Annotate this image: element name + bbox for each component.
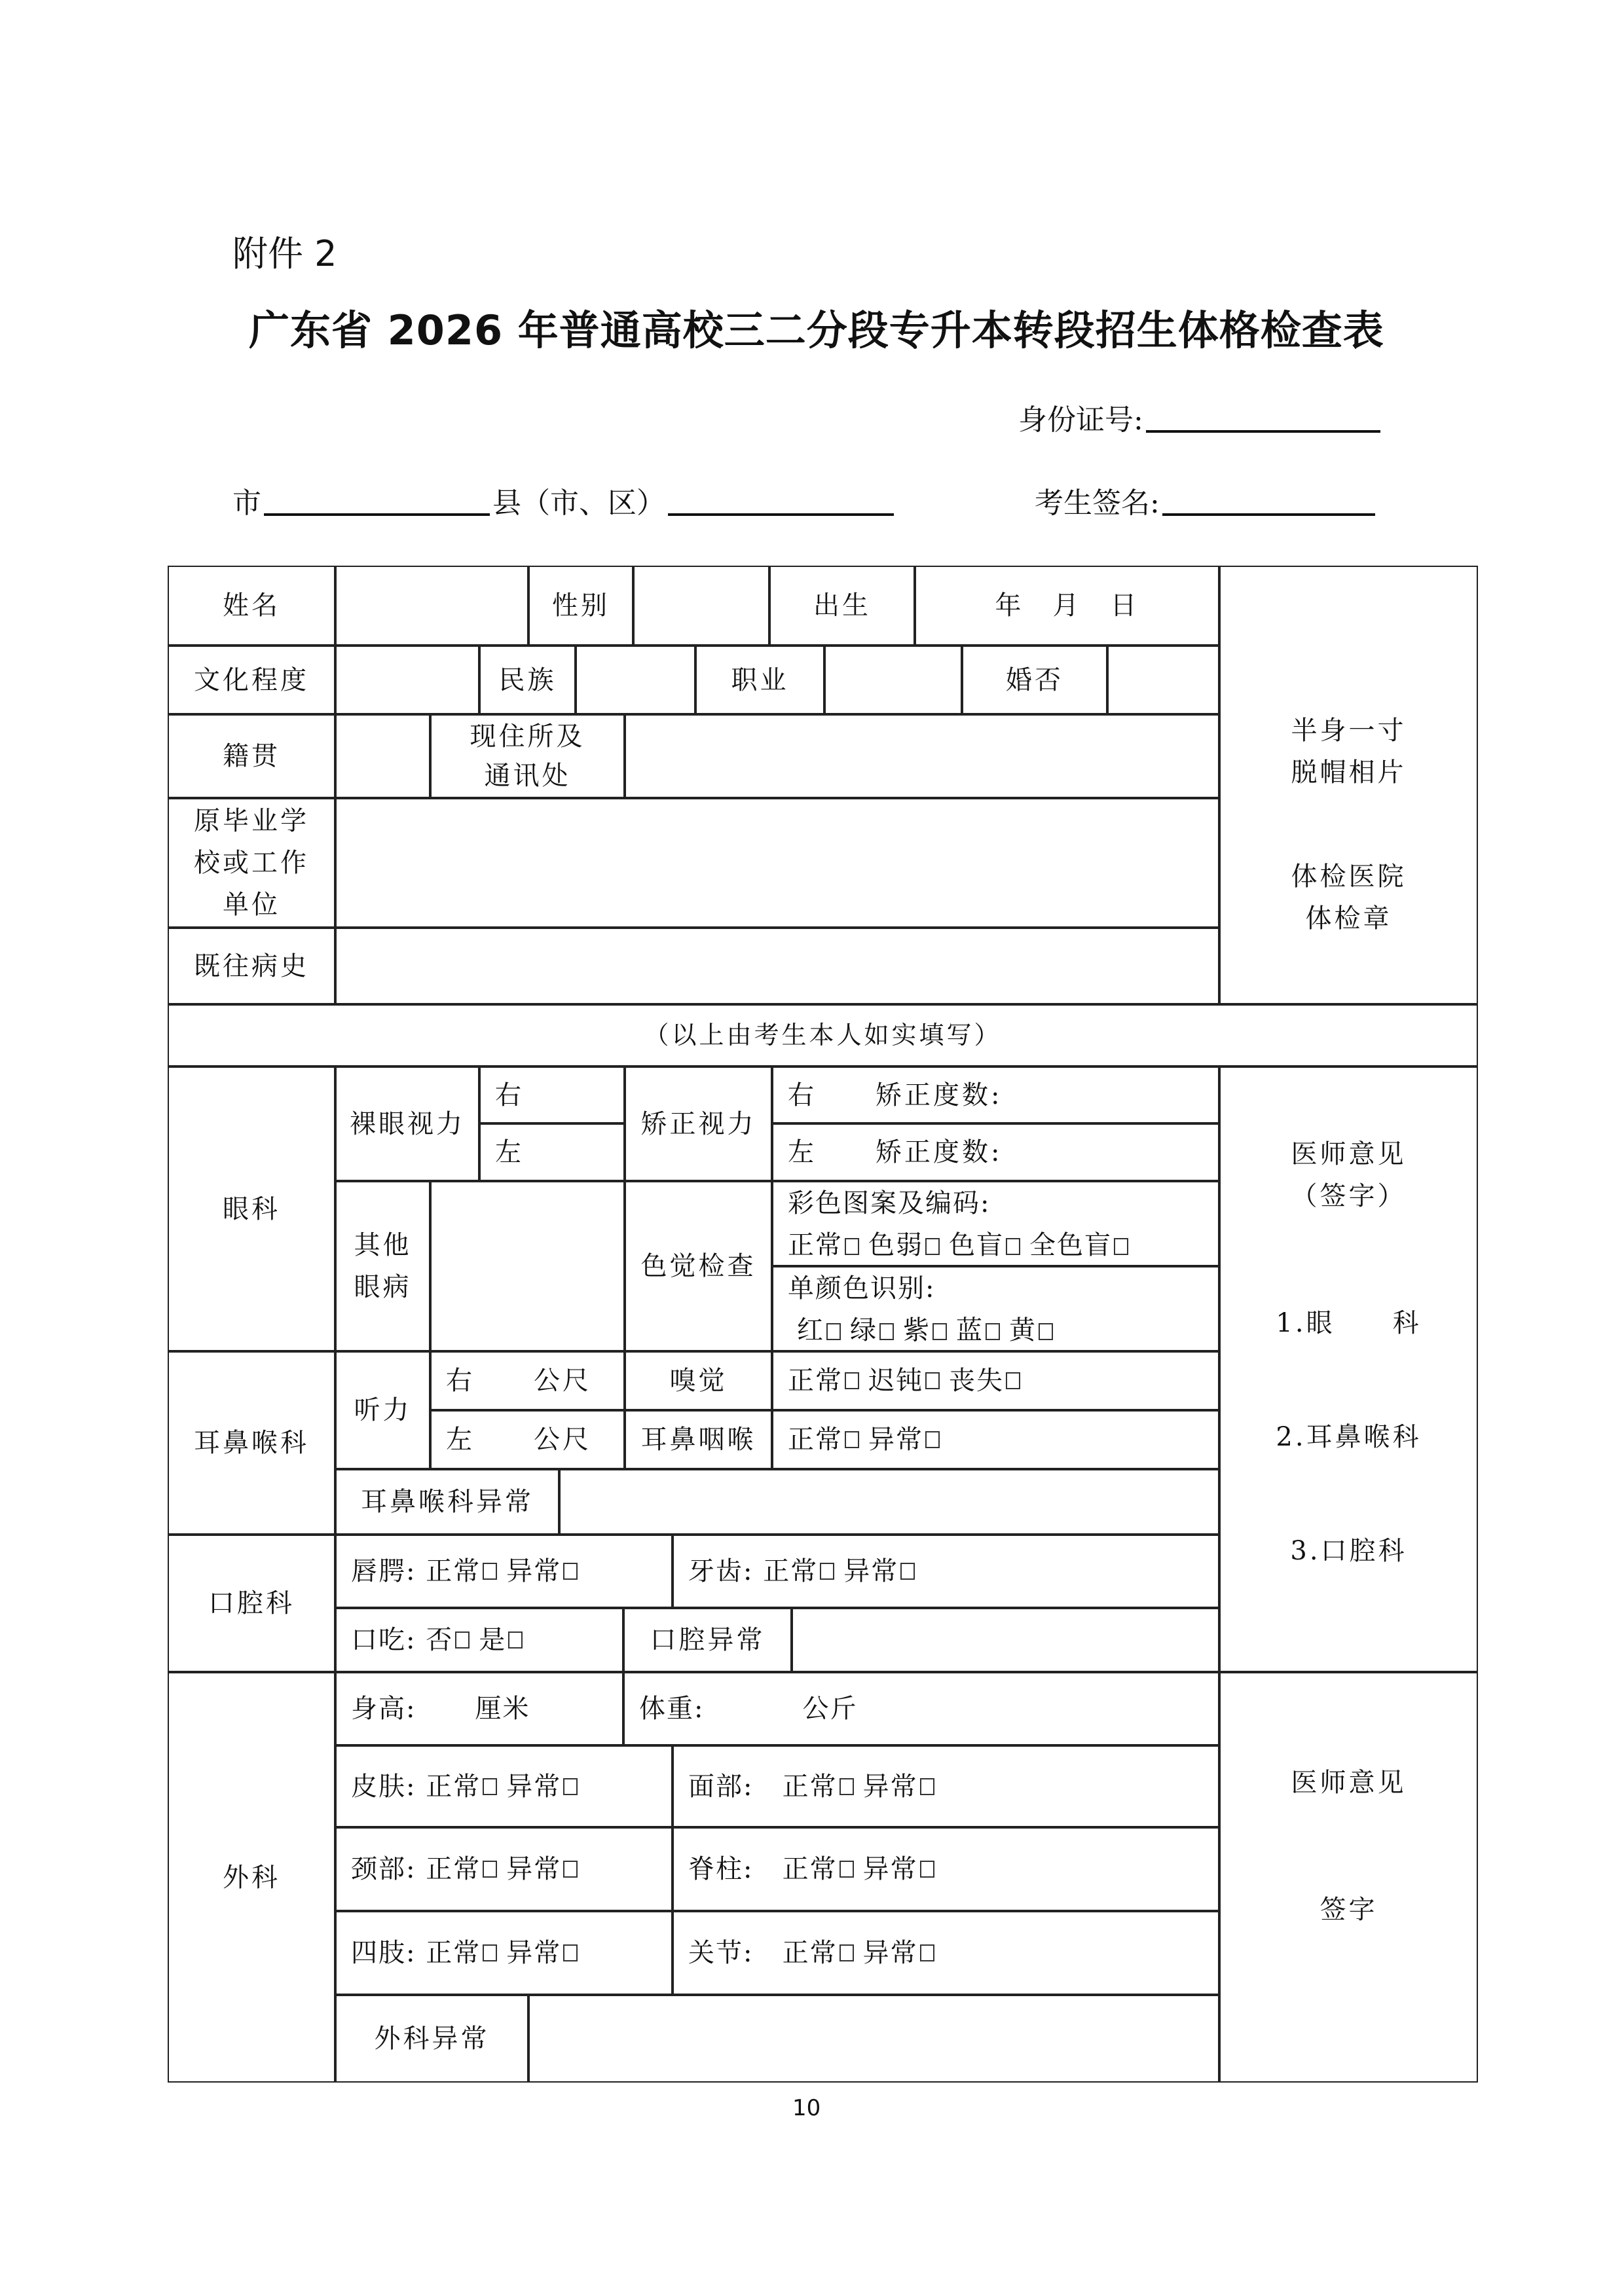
marital-label: 婚否: [962, 646, 1107, 714]
gender-label: 性别: [528, 566, 633, 646]
lips-label: 唇腭:: [351, 1556, 416, 1586]
other-eye-disease-field[interactable]: [430, 1181, 625, 1351]
throat-normal: 正常: [788, 1425, 843, 1455]
stutter-cell: [335, 1608, 623, 1672]
signature-field[interactable]: [1162, 511, 1375, 516]
weight-label: 体重:: [639, 1694, 705, 1724]
lips-abnormal: 异常: [506, 1556, 562, 1586]
limbs-label: 四肢:: [351, 1938, 416, 1968]
surgery-opinion-sign: 签字: [1320, 1895, 1378, 1925]
height-label: 身高:: [351, 1694, 416, 1724]
smell-lost: 丧失: [949, 1366, 1004, 1396]
signature-label: 考生签名:: [1035, 486, 1160, 520]
limbs-cell: [335, 1911, 673, 1995]
skin-cell: [335, 1745, 673, 1827]
joints-cell: [673, 1911, 1219, 1995]
spine-normal: 正常: [782, 1854, 838, 1884]
neck-cell: [335, 1827, 673, 1911]
photo-text-2: 脱帽相片: [1291, 757, 1407, 788]
option-green: 绿: [850, 1315, 877, 1345]
ent-abnormal-label: 耳鼻喉科异常: [335, 1469, 559, 1535]
smell-dull: 迟钝: [868, 1366, 923, 1396]
county-label: 县（市、区）: [492, 486, 665, 520]
stutter-yes: 是: [479, 1625, 507, 1655]
face-abnormal: 异常: [862, 1771, 918, 1802]
checkbox-smell-normal[interactable]: [845, 1372, 859, 1389]
stutter-label: 口吃:: [351, 1625, 416, 1655]
skin-normal: 正常: [426, 1771, 481, 1802]
neck-label: 颈部:: [351, 1854, 416, 1884]
other-eye-label-1: 其他: [354, 1230, 412, 1260]
stutter-no: 否: [426, 1625, 454, 1655]
checkbox-face-normal[interactable]: [840, 1778, 854, 1795]
hearing-left-label: 左: [446, 1425, 475, 1455]
color-pattern-label: 彩色图案及编码:: [788, 1188, 991, 1218]
checkbox-stutter-no[interactable]: [455, 1631, 470, 1649]
checkbox-joints-normal[interactable]: [840, 1944, 854, 1961]
gender-field[interactable]: [633, 566, 769, 646]
history-label: 既往病史: [168, 928, 335, 1004]
option-blue: 蓝: [956, 1315, 984, 1345]
spine-cell: [673, 1827, 1219, 1911]
color-pattern-cell: [772, 1181, 1219, 1266]
checkbox-throat-abnormal[interactable]: [925, 1431, 940, 1448]
location-row: [232, 479, 896, 521]
education-field[interactable]: [335, 646, 479, 714]
lips-cell: [335, 1535, 673, 1608]
throat-abnormal: 异常: [868, 1425, 923, 1455]
naked-vision-right[interactable]: 右: [479, 1066, 625, 1123]
address-label-1: 现住所及: [470, 721, 585, 752]
native-place-field[interactable]: [335, 714, 430, 798]
city-label: 市: [232, 486, 261, 520]
checkbox-face-abnormal[interactable]: [920, 1778, 934, 1795]
throat-options: [772, 1410, 1219, 1469]
color-pattern-options: [788, 1224, 1137, 1266]
lips-normal: 正常: [426, 1556, 481, 1586]
teeth-label: 牙齿:: [688, 1556, 754, 1586]
checkbox-teeth-normal[interactable]: [820, 1563, 834, 1580]
checkbox-joints-abnormal[interactable]: [920, 1944, 934, 1961]
naked-vision-label: 裸眼视力: [335, 1066, 479, 1181]
page-number: 10: [792, 2095, 821, 2121]
eye-section-label: 眼科: [168, 1066, 335, 1351]
checkbox-total-blind[interactable]: [1114, 1238, 1128, 1255]
opinion-ent: 2.耳鼻喉科: [1276, 1422, 1422, 1452]
checkbox-limbs-abnormal[interactable]: [563, 1944, 578, 1961]
limbs-normal: 正常: [426, 1938, 481, 1968]
opinion-oral: 3.口腔科: [1290, 1536, 1407, 1566]
face-normal: 正常: [782, 1771, 838, 1802]
checkbox-neck-abnormal[interactable]: [563, 1861, 578, 1878]
marital-field[interactable]: [1107, 646, 1219, 714]
stamp-text-2: 体检章: [1305, 903, 1392, 934]
other-eye-label-2: 眼病: [354, 1272, 412, 1302]
school-label-3: 单位: [223, 890, 280, 920]
teeth-abnormal: 异常: [843, 1556, 899, 1586]
option-red: 红: [797, 1315, 824, 1345]
education-label: 文化程度: [168, 646, 335, 714]
correction-degree-right: 矫正度数:: [876, 1080, 1003, 1110]
neck-abnormal: 异常: [506, 1854, 562, 1884]
surgery-abnormal-label: 外科异常: [335, 1995, 528, 2083]
hearing-right-field[interactable]: [430, 1351, 625, 1410]
surgery-abnormal-field[interactable]: [528, 1995, 1219, 2083]
address-label-2: 通讯处: [484, 761, 571, 791]
name-field[interactable]: [335, 566, 528, 646]
naked-vision-left[interactable]: 左: [479, 1123, 625, 1181]
address-field[interactable]: [625, 714, 1219, 798]
checkbox-neck-normal[interactable]: [483, 1861, 497, 1878]
id-number-field[interactable]: [1146, 428, 1380, 433]
ethnicity-field[interactable]: [576, 646, 695, 714]
corrected-left-field[interactable]: [772, 1123, 1219, 1181]
history-field[interactable]: [335, 928, 1219, 1004]
opinion-eye: 1.眼 科: [1276, 1308, 1422, 1338]
checkbox-red[interactable]: [826, 1323, 841, 1340]
hearing-left-field[interactable]: [430, 1410, 625, 1469]
stamp-text-1: 体检医院: [1291, 861, 1407, 892]
ent-section-label: 耳鼻喉科: [168, 1351, 335, 1535]
face-label: 面部:: [688, 1771, 754, 1802]
joints-label: 关节:: [688, 1938, 754, 1968]
ent-abnormal-field[interactable]: [559, 1469, 1219, 1535]
checkbox-smell-lost[interactable]: [1006, 1372, 1020, 1389]
checkbox-lips-abnormal[interactable]: [563, 1563, 578, 1580]
attachment-label: 附件 2: [232, 233, 337, 274]
joints-normal: 正常: [782, 1938, 838, 1968]
teeth-cell: [673, 1535, 1219, 1608]
occupation-label: 职业: [695, 646, 824, 714]
corrected-left-label: 左: [788, 1137, 817, 1167]
school-label: [168, 798, 335, 928]
id-number-label: 身份证号:: [1018, 403, 1143, 437]
color-check-label: 色觉检查: [625, 1181, 772, 1351]
name-label: 姓名: [168, 566, 335, 646]
checkbox-green[interactable]: [879, 1323, 894, 1340]
correction-degree-left: 矫正度数:: [876, 1137, 1003, 1167]
face-cell: [673, 1745, 1219, 1827]
school-label-2: 校或工作: [194, 848, 309, 878]
corrected-right-field[interactable]: [772, 1066, 1219, 1123]
checkbox-blind[interactable]: [1006, 1238, 1020, 1255]
option-blind: 色盲: [949, 1230, 1004, 1260]
single-color-label: 单颜色识别:: [788, 1273, 936, 1303]
doctor-opinion-box-2: [1219, 1672, 1478, 2083]
hearing-right-unit: 公尺: [534, 1366, 591, 1396]
signature-row: [1035, 479, 1378, 521]
oral-abnormal-label: 口腔异常: [623, 1608, 792, 1672]
checkbox-lips-normal[interactable]: [483, 1563, 497, 1580]
surgery-opinion-title: 医师意见: [1291, 1768, 1407, 1798]
oral-abnormal-field[interactable]: [792, 1608, 1219, 1672]
checkbox-skin-normal[interactable]: [483, 1778, 497, 1795]
checkbox-spine-normal[interactable]: [840, 1861, 854, 1878]
form-title: 广东省 2026 年普通高校三二分段专升本转段招生体格检查表: [249, 306, 1384, 354]
self-fill-note: （以上由考生本人如实填写）: [168, 1004, 1478, 1066]
smell-normal: 正常: [788, 1366, 843, 1396]
limbs-abnormal: 异常: [506, 1938, 562, 1968]
school-field[interactable]: [335, 798, 1219, 928]
checkbox-limbs-normal[interactable]: [483, 1944, 497, 1961]
photo-text-1: 半身一寸: [1291, 715, 1407, 746]
doctor-opinion-title: 医师意见: [1291, 1139, 1407, 1169]
skin-label: 皮肤:: [351, 1771, 416, 1802]
ethnicity-label: 民族: [479, 646, 576, 714]
skin-abnormal: 异常: [506, 1771, 562, 1802]
city-field[interactable]: [264, 511, 490, 516]
checkbox-spine-abnormal[interactable]: [920, 1861, 934, 1878]
hearing-label: 听力: [335, 1351, 430, 1469]
checkbox-purple[interactable]: [932, 1323, 947, 1340]
option-yellow: 黄: [1009, 1315, 1037, 1345]
doctor-opinion-box-1: [1219, 1066, 1478, 1672]
option-purple: 紫: [903, 1315, 931, 1345]
checkbox-throat-normal[interactable]: [845, 1431, 859, 1448]
teeth-normal: 正常: [763, 1556, 819, 1586]
checkbox-normal[interactable]: [845, 1238, 859, 1255]
other-eye-disease-label: [335, 1181, 430, 1351]
corrected-right-label: 右: [788, 1080, 817, 1110]
oral-section-label: 口腔科: [168, 1535, 335, 1672]
weight-unit: 公斤: [802, 1694, 858, 1724]
weight-field[interactable]: [623, 1672, 1219, 1745]
hearing-right-label: 右: [446, 1366, 475, 1396]
checkbox-smell-dull[interactable]: [925, 1372, 940, 1389]
checkbox-blue[interactable]: [986, 1323, 1000, 1340]
surgery-section-label: 外科: [168, 1672, 335, 2083]
photo-stamp-box: [1219, 566, 1478, 1004]
checkbox-stutter-yes[interactable]: [508, 1631, 523, 1649]
occupation-field[interactable]: [824, 646, 962, 714]
option-total-blind: 全色盲: [1029, 1230, 1112, 1260]
doctor-sign-paren: （签字）: [1291, 1181, 1407, 1211]
id-number-row: [1018, 396, 1383, 438]
hearing-left-unit: 公尺: [534, 1425, 591, 1455]
single-color-cell: [772, 1266, 1219, 1351]
option-normal: 正常: [788, 1230, 843, 1260]
checkbox-teeth-abnormal[interactable]: [900, 1563, 915, 1580]
corrected-vision-label: 矫正视力: [625, 1066, 772, 1181]
smell-label: 嗅觉: [625, 1351, 772, 1410]
school-label-1: 原毕业学: [194, 806, 309, 836]
height-field[interactable]: [335, 1672, 623, 1745]
smell-options: [772, 1351, 1219, 1410]
checkbox-weak[interactable]: [925, 1238, 940, 1255]
spine-label: 脊柱:: [688, 1854, 754, 1884]
birth-date-field[interactable]: 年 月 日: [915, 566, 1219, 646]
throat-label: 耳鼻咽喉: [625, 1410, 772, 1469]
height-unit: 厘米: [475, 1694, 530, 1724]
birth-label: 出生: [769, 566, 915, 646]
address-label: [430, 714, 625, 798]
checkbox-yellow[interactable]: [1039, 1323, 1053, 1340]
native-place-label: 籍贯: [168, 714, 335, 798]
neck-normal: 正常: [426, 1854, 481, 1884]
single-color-options: [788, 1309, 1062, 1351]
checkbox-skin-abnormal[interactable]: [563, 1778, 578, 1795]
joints-abnormal: 异常: [862, 1938, 918, 1968]
option-weak: 色弱: [868, 1230, 923, 1260]
spine-abnormal: 异常: [862, 1854, 918, 1884]
county-field[interactable]: [668, 511, 894, 516]
